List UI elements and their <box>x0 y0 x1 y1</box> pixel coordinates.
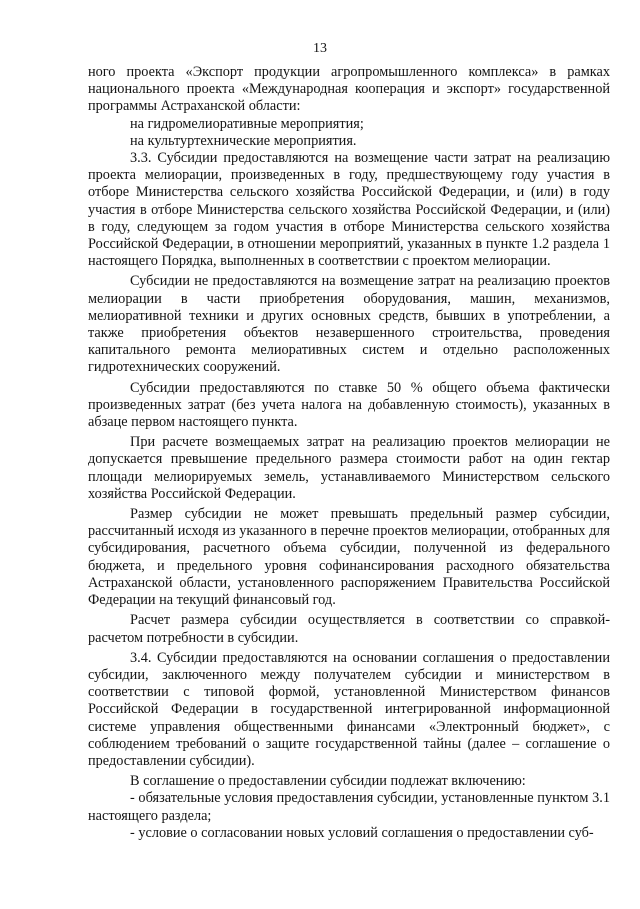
paragraph-not-provided: Субсидии не предоставляются на возмещение затрат на реализацию проектов мелиорации в части приобретения оборудования, машин, механизмов, мелиоративной техники и других основных средств, бывших в употреблении, а также приобретения объектов незавершенного строительства, проведения капитального ремонта мелиоративных систем и отдельно расположенных гидротехнических сооружений. <box>88 273 610 376</box>
document-body <box>88 64 610 842</box>
paragraph-continuation: ного проекта «Экспорт продукции агропромышленного комплекса» в рамках национального проекта «Международная кооперация и экспорт» государственной программы Астраханской области: <box>88 64 610 115</box>
paragraph-cost-limit: При расчете возмещаемых затрат на реализацию проектов мелиорации не допускается превышение предельного размера стоимости работ на один гектар площади мелиорируемых земель, устанавливаемого Министерством сельского хозяйства Российской Федерации. <box>88 434 610 502</box>
page-number: 13 <box>313 41 327 56</box>
paragraph-agreement-includes: В соглашение о предоставлении субсидии подлежат включению: <box>130 773 526 790</box>
list-item-condition-2: - условие о согласовании новых условий соглашения о предоставлении суб- <box>130 824 594 841</box>
list-item-condition-1: - обязательные условия предоставления субсидии, установленные пунктом 3.1 настоящего раздела; <box>88 790 610 824</box>
paragraph-calculation: Расчет размера субсидии осуществляется в соответствии со справкой-расчетом потребности в субсидии. <box>88 612 610 646</box>
list-item-hydro-measures: на гидромелиоративные мероприятия; <box>130 115 364 132</box>
list-item-culture-measures: на культуртехнические мероприятия. <box>130 132 357 149</box>
paragraph-clause-3-4: 3.4. Субсидии предоставляются на основании соглашения о предоставлении субсидии, заключенного между получателем субсидии и министерством в соответствии с типовой формой, установленной Министерством финансов Российской Федерации в государственной интегрированной информационной системе управления общественными финансами «Электронный бюджет», с соблюдением требований о защите государственной тайны (далее – соглашение о предоставлении субсидии). <box>88 649 610 769</box>
paragraph-clause-3-3: 3.3. Субсидии предоставляются на возмещение части затрат на реализацию проекта мелиорации, произведенных в году, предшествующему году участия в отборе Министерства сельского хозяйства Российской Федерации, и (или) в году участия в отборе Министерства сельского хозяйства Российской Федерации, и (или) в году, следующем за годом участия в отборе Министерства сельского хозяйства Российской Федерации, в отношении мероприятий, указанных в пункте 1.2 раздела 1 настоящего Порядка, выполненных в соответствии с проектом мелиорации. <box>88 150 610 270</box>
paragraph-subsidy-rate: Субсидии предоставляются по ставке 50 % общего объема фактически произведенных затрат (без учета налога на добавленную стоимость), указанных в абзаце первом настоящего пункта. <box>88 379 610 431</box>
paragraph-max-size: Размер субсидии не может превышать предельный размер субсидии, рассчитанный исходя из указанного в перечне проектов мелиорации, отобранных для субсидирования, расчетного объема субсидии, полученной из федерального бюджета, и предельного уровня софинансирования расходного обязательства Астраханской области, установленного распоряжением Правительства Российской Федерации на текущий финансовый год. <box>88 506 610 609</box>
